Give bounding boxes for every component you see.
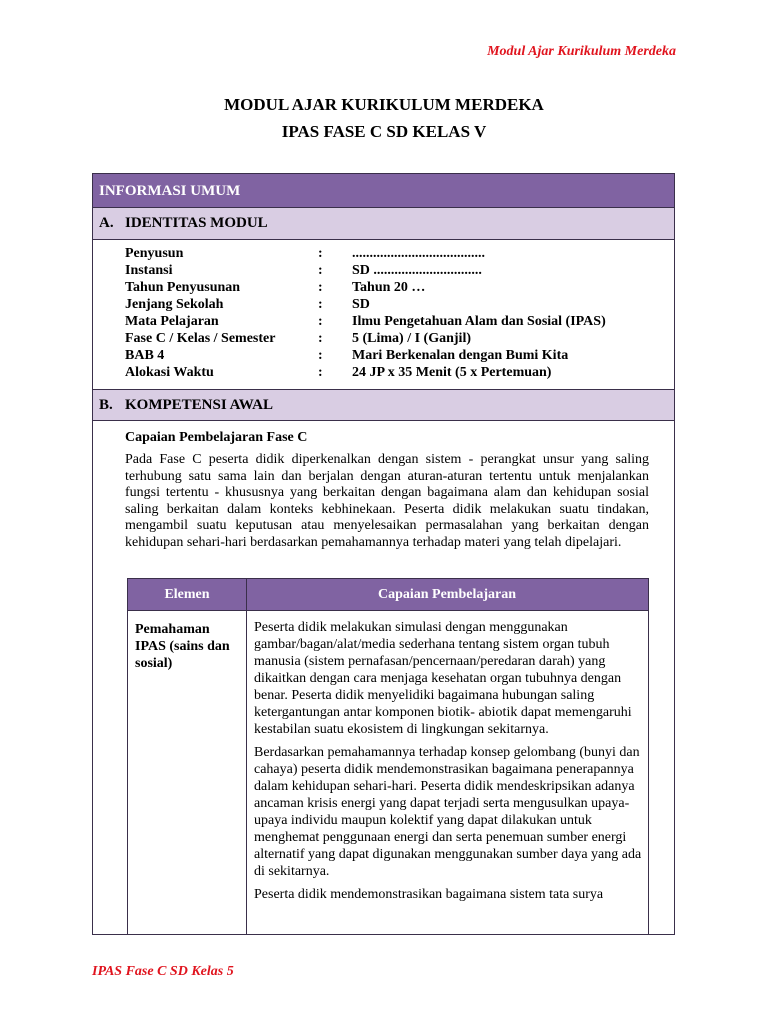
identity-row [125, 297, 665, 314]
identity-value: ...................................... [352, 246, 485, 261]
identity-row [125, 365, 665, 382]
identity-value: 5 (Lima) / I (Ganjil) [352, 331, 471, 346]
table-header-row [128, 579, 648, 611]
identity-label: Alokasi Waktu [125, 365, 214, 380]
section-b-header [93, 389, 674, 421]
cp-cell-paragraph: Peserta didik mendemonstrasikan bagaimana sistem tata surya [254, 887, 604, 902]
identity-row [125, 348, 665, 365]
identity-list [125, 246, 665, 382]
identity-colon: : [318, 314, 323, 329]
module-info-table [92, 173, 675, 935]
identity-colon: : [318, 246, 323, 261]
identity-label: Fase C / Kelas / Semester [125, 331, 276, 346]
identity-value: Mari Berkenalan dengan Bumi Kita [352, 348, 569, 363]
page-header-note: Modul Ajar Kurikulum Merdeka [487, 44, 676, 59]
identity-colon: : [318, 280, 323, 295]
column-divider [246, 579, 247, 934]
identity-row [125, 314, 665, 331]
identity-value: Ilmu Pengetahuan Alam dan Sosial (IPAS) [352, 314, 606, 329]
cp-paragraph: Pada Fase C peserta didik diperkenalkan dengan sistem - perangkat unsur yang saling terhubung satu sama lain dan berjalan dengan aturan-aturan tertentu untuk menjalankan fungsi tertentu - khususnya yang berkaitan dengan bagaimana alam dan kehidupan sosial saling berkaitan dalam konteks kebhinekaan. Peserta didik melakukan suatu tindakan, mengambil suatu keputusan atau menyelesaikan permasalahan yang berkaitan dengan kehidupan sehari-hari berdasarkan pemahamannya terhadap materi yang telah dipelajari. [125, 452, 649, 550]
section-b-label: KOMPETENSI AWAL [125, 397, 273, 413]
identity-label: Penyusun [125, 246, 184, 261]
identity-colon: : [318, 365, 323, 380]
section-a-number: A. [99, 215, 114, 231]
section-b-number: B. [99, 397, 113, 413]
section-general-info: INFORMASI UMUM [93, 174, 674, 208]
learning-outcomes-table [127, 578, 649, 935]
identity-colon: : [318, 348, 323, 363]
document-title: MODUL AJAR KURIKULUM MERDEKA [224, 95, 544, 114]
identity-label: Instansi [125, 263, 173, 278]
identity-label: Tahun Penyusunan [125, 280, 241, 295]
identity-row [125, 263, 665, 280]
section-a-header [93, 208, 674, 240]
identity-value: 24 JP x 35 Menit (5 x Pertemuan) [352, 365, 552, 380]
identity-colon: : [318, 263, 323, 278]
section-a-label: IDENTITAS MODUL [125, 215, 268, 231]
cp-cell [254, 619, 644, 909]
identity-row [125, 331, 665, 348]
page-footer-note: IPAS Fase C SD Kelas 5 [92, 964, 234, 979]
cp-cell-paragraph: Berdasarkan pemahamannya terhadap konsep gelombang (bunyi dan cahaya) peserta didik mendemonstrasikan bagaimana penerapannya dalam kehidupan sehari-hari. Peserta didik mendeskripsikan adanya ancaman krisis energi yang dapat terjadi serta mengusulkan upaya- upaya individu maupun kolektif yang dapat dilakukan untuk menghemat penggunaan energi dan serta penemuan sumber energi alternatif yang dapat digunakan menggunakan sumber daya yang ada di sekitarnya. [254, 745, 642, 879]
identity-value: Tahun 20 … [352, 280, 426, 295]
document-subtitle: IPAS FASE C SD KELAS V [281, 122, 487, 141]
column-header-element: Elemen [164, 587, 210, 602]
identity-label: Jenjang Sekolah [125, 297, 224, 312]
identity-colon: : [318, 331, 323, 346]
identity-label: BAB 4 [125, 348, 165, 363]
column-header-cp: Capaian Pembelajaran [377, 587, 517, 602]
cp-cell-paragraph: Peserta didik melakukan simulasi dengan menggunakan gambar/bagan/alat/media sederhana tentang sistem organ tubuh manusia (sistem pernafasan/pencernaan/peredaran darah) yang dikaitkan dengan cara menjaga kesehatan organ tubuhnya dengan benar. Peserta didik menyelidiki bagaimana hubungan saling ketergantungan antar komponen biotik- abiotik dapat memengaruhi kestabilan suatu ekosistem di lingkungan sekitarnya. [254, 620, 632, 737]
identity-row [125, 246, 665, 263]
identity-value: SD [352, 297, 370, 312]
identity-row [125, 280, 665, 297]
identity-label: Mata Pelajaran [125, 314, 219, 329]
identity-value: SD ............................... [352, 263, 482, 278]
cp-heading: Capaian Pembelajaran Fase C [125, 430, 308, 445]
identity-colon: : [318, 297, 323, 312]
element-name-cell: Pemahaman IPAS (sains dan sosial) [135, 622, 230, 671]
